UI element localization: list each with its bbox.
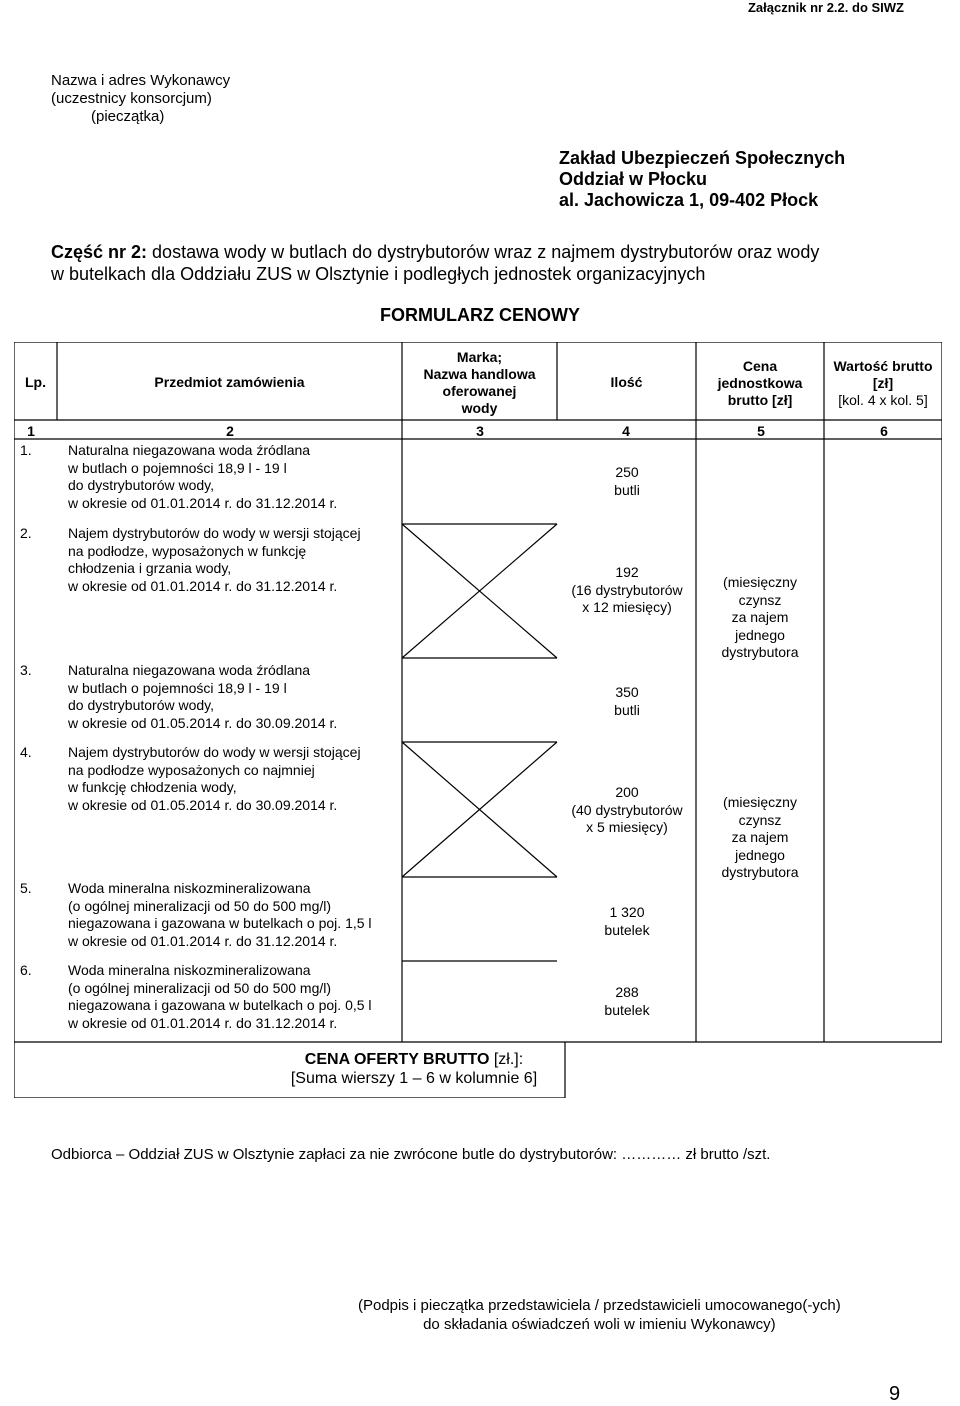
- rent-line: jednego: [735, 846, 785, 863]
- contractor-block: [51, 72, 230, 126]
- total-subtitle: [Suma wierszy 1 – 6 w kolumnie 6]: [290, 1070, 538, 1087]
- row-qty: [557, 904, 697, 939]
- contractor-line: (uczestnicy konsorcjum): [51, 90, 212, 107]
- row-qty: [557, 984, 697, 1019]
- rent-line: za najem: [731, 829, 789, 845]
- contractor-line: (pieczątka): [91, 108, 165, 125]
- header-unit-price-line: brutto [zł]: [727, 392, 793, 408]
- row-qty: [557, 464, 697, 499]
- row-line: do dystrybutorów wody,: [68, 697, 215, 713]
- signature-block: [358, 1296, 841, 1334]
- row-qty: [557, 564, 697, 617]
- total-row: [194, 1050, 634, 1088]
- part-label: Część nr 2:: [51, 242, 148, 262]
- qty-line: butli: [614, 701, 640, 718]
- row-line: (o ogólnej mineralizacji od 50 do 500 mg/l): [68, 897, 332, 914]
- row-line: do dystrybutorów wody,: [68, 477, 215, 493]
- row-line: (o ogólnej mineralizacji od 50 do 500 mg/l): [68, 979, 332, 996]
- header-unit-price-line: jednostkowa: [717, 375, 803, 391]
- row-line: w butlach o pojemności 18,9 l - 19 l: [68, 459, 287, 476]
- row-rent-note: [695, 574, 825, 662]
- return-note: Odbiorca – Oddział ZUS w Olsztynie zapłaci za nie zwrócone butle do dystrybutorów: ………… zł brutto /szt.: [51, 1146, 771, 1163]
- row-line: w okresie od 01.01.2014 r. do 31.12.2014 r.: [68, 1014, 338, 1031]
- header-lp: Lp.: [25, 374, 46, 390]
- row-line: Najem dystrybutorów do wody w wersji stojącej: [68, 744, 361, 760]
- header-value: [824, 358, 942, 409]
- form-title: FORMULARZ CENOWY: [380, 305, 580, 325]
- rent-line: dystrybutora: [721, 864, 799, 880]
- qty-line: butli: [614, 481, 640, 498]
- row-line: Woda mineralna niskozmineralizowana: [68, 880, 311, 896]
- row-line: w butlach o pojemności 18,9 l - 19 l: [68, 679, 287, 696]
- row-line: Najem dystrybutorów do wody w wersji stojącej: [68, 525, 361, 541]
- row-qty: [557, 784, 697, 837]
- part-line-1: dostawa wody w butlach do dystrybutorów wraz z najmem dystrybutorów oraz wody: [147, 242, 820, 262]
- row-line: w okresie od 01.01.2014 r. do 31.12.2014 r.: [68, 932, 338, 949]
- qty-line: (16 dystrybutorów: [571, 581, 683, 598]
- row-lp: 3.: [20, 662, 32, 678]
- rent-line: (miesięczny: [723, 574, 797, 590]
- row-line: chłodzenia i grzania wody,: [68, 560, 232, 576]
- qty-line: 1 320: [609, 904, 645, 920]
- rent-line: czynsz: [738, 591, 782, 608]
- col-number: 3: [476, 423, 484, 439]
- row-lp: 1.: [20, 442, 32, 458]
- qty-line: 288: [615, 984, 639, 1000]
- header-brand: [402, 349, 557, 417]
- row-line: Naturalna niegazowana woda źródlana: [68, 442, 311, 458]
- addressee-block: [559, 148, 845, 211]
- addressee-line: Zakład Ubezpieczeń Społecznych: [559, 148, 846, 168]
- qty-line: (40 dystrybutorów: [571, 801, 683, 818]
- row-line: niegazowana i gazowana w butelkach o poj. 1,5 l: [68, 915, 372, 931]
- col-number: 6: [880, 423, 888, 439]
- row-line: niegazowana i gazowana w butelkach o poj. 0,5 l: [68, 997, 372, 1013]
- row-qty: [557, 684, 697, 719]
- qty-line: 350: [615, 684, 639, 700]
- rent-line: za najem: [731, 609, 789, 625]
- row-rent-note: [695, 794, 825, 882]
- row-line: Naturalna niegazowana woda źródlana: [68, 662, 311, 678]
- rent-line: (miesięczny: [723, 794, 797, 810]
- part-description: [51, 241, 911, 285]
- row-line: w funkcję chłodzenia wody,: [68, 779, 237, 795]
- header-subject: Przedmiot zamówienia: [154, 374, 305, 390]
- signature-line: do składania oświadczeń woli w imieniu Wykonawcy): [423, 1316, 776, 1333]
- header-brand-line: Nazwa handlowa: [423, 366, 536, 382]
- header-brand-line: Marka;: [456, 349, 503, 365]
- qty-line: butelek: [604, 921, 650, 938]
- col-number: 4: [622, 423, 630, 439]
- row-line: w okresie od 01.05.2014 r. do 30.09.2014 r.: [68, 796, 338, 813]
- signature-line: (Podpis i pieczątka przedstawiciela / przedstawicieli umocowanego(-ych): [358, 1297, 841, 1314]
- qty-line: 200: [615, 784, 639, 800]
- header-value-line: [kol. 4 x kol. 5]: [838, 392, 928, 408]
- total-label: CENA OFERTY BRUTTO: [304, 1051, 490, 1068]
- col-number: 5: [757, 423, 765, 439]
- price-table: [14, 342, 942, 1098]
- addressee-line: Oddział w Płocku: [559, 169, 708, 189]
- header-unit-price-line: Cena: [742, 358, 778, 374]
- addressee-line: al. Jachowicza 1, 09-402 Płock: [559, 190, 819, 210]
- qty-line: x 12 miesięcy): [582, 599, 672, 615]
- qty-line: 250: [615, 464, 639, 480]
- page-number: 9: [889, 1383, 901, 1405]
- row-line: w okresie od 01.01.2014 r. do 31.12.2014 r.: [68, 494, 338, 511]
- qty-line: butelek: [604, 1001, 650, 1018]
- total-label-unit: [zł.]:: [489, 1051, 524, 1068]
- qty-line: x 5 miesięcy): [586, 819, 668, 835]
- row-lp: 4.: [20, 744, 32, 760]
- header-brand-line: wody: [461, 400, 498, 416]
- qty-line: 192: [615, 564, 639, 580]
- row-lp: 2.: [20, 525, 32, 541]
- part-line-2: w butelkach dla Oddziału ZUS w Olsztynie i podległych jednostek organizacyjnych: [51, 264, 706, 284]
- attachment-label: Załącznik nr 2.2. do SIWZ: [747, 0, 904, 15]
- header-unit-price: [696, 358, 824, 409]
- col-number: 1: [27, 423, 35, 439]
- header-brand-line: oferowanej: [442, 383, 517, 399]
- header-value-line: [zł]: [872, 375, 894, 391]
- header-value-line: Wartość brutto: [833, 358, 933, 374]
- row-line: na podłodze wyposażonych co najmniej: [68, 761, 315, 778]
- col-number: 2: [226, 423, 234, 439]
- rent-line: jednego: [735, 626, 785, 643]
- row-lp: 6.: [20, 962, 32, 978]
- contractor-line: Nazwa i adres Wykonawcy: [51, 72, 231, 89]
- row-line: w okresie od 01.05.2014 r. do 30.09.2014 r.: [68, 714, 338, 731]
- row-line: w okresie od 01.01.2014 r. do 31.12.2014 r.: [68, 577, 338, 594]
- rent-line: dystrybutora: [721, 644, 799, 660]
- row-lp: 5.: [20, 880, 32, 896]
- row-line: na podłodze, wyposażonych w funkcję: [68, 542, 307, 559]
- header-qty: Ilość: [610, 374, 643, 390]
- rent-line: czynsz: [738, 811, 782, 828]
- row-line: Woda mineralna niskozmineralizowana: [68, 962, 311, 978]
